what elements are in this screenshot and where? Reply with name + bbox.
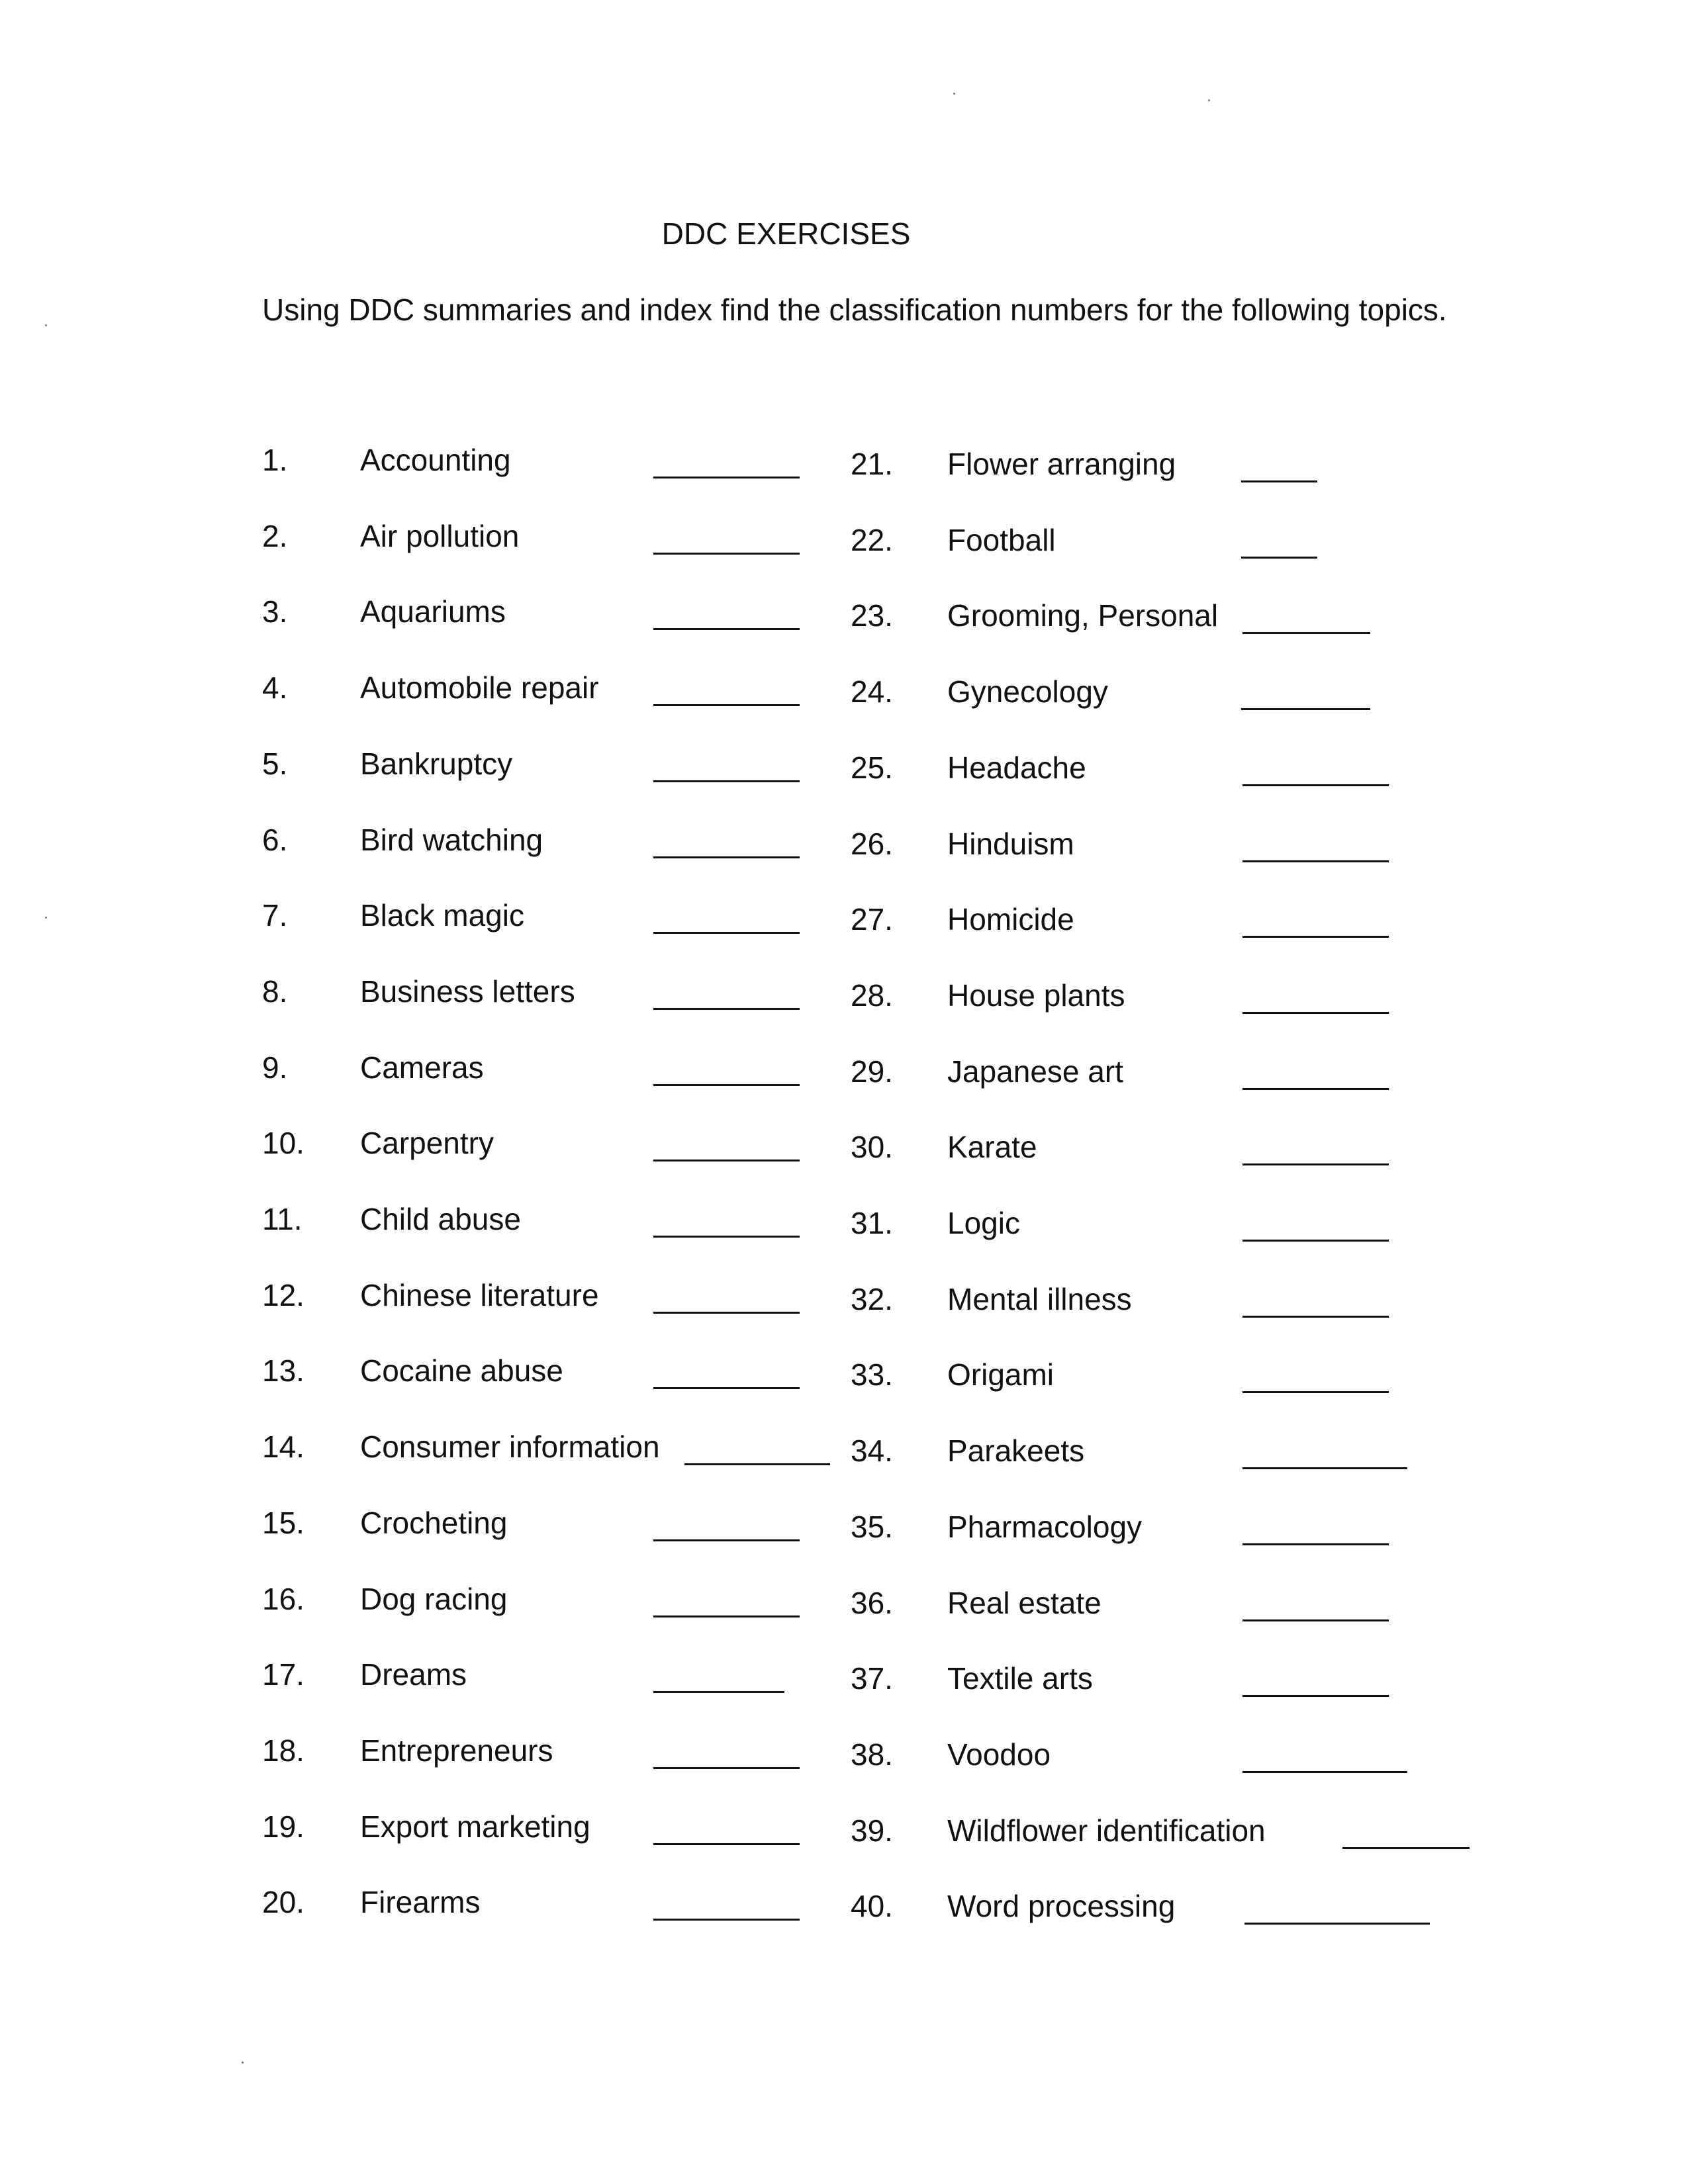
item-topic: Crocheting [360, 1505, 508, 1540]
answer-blank[interactable] [1243, 1163, 1389, 1165]
item-topic: Parakeets [947, 1433, 1085, 1469]
item-number: 39. [851, 1813, 893, 1848]
item-number: 28. [851, 978, 893, 1013]
item-topic: Grooming, Personal [947, 598, 1219, 633]
item-number: 9. [262, 1050, 288, 1085]
item-topic: Pharmacology [947, 1509, 1143, 1544]
answer-blank[interactable] [653, 1387, 800, 1389]
item-topic: Business letters [360, 974, 575, 1009]
instructions: Using DDC summaries and index find the classification numbers for the following topics. [262, 293, 1447, 327]
answer-blank[interactable] [653, 780, 800, 782]
item-topic: Origami [947, 1357, 1055, 1392]
scan-speck [953, 93, 955, 95]
answer-blank[interactable] [653, 1843, 800, 1845]
answer-blank[interactable] [1243, 936, 1389, 938]
item-topic: Gynecology [947, 674, 1108, 709]
item-number: 23. [851, 598, 893, 633]
item-topic: Football [947, 522, 1056, 557]
scan-speck [1208, 99, 1210, 101]
answer-blank[interactable] [1241, 480, 1317, 482]
item-topic: Flower arranging [947, 447, 1176, 481]
answer-blank[interactable] [653, 477, 800, 478]
page-title: DDC EXERCISES [661, 216, 911, 251]
answer-blank[interactable] [653, 1008, 800, 1010]
answer-blank[interactable] [1243, 860, 1389, 862]
answer-blank[interactable] [653, 932, 800, 934]
item-number: 22. [851, 522, 893, 557]
item-number: 38. [851, 1737, 893, 1772]
item-number: 33. [851, 1357, 893, 1392]
answer-blank[interactable] [1243, 1316, 1389, 1318]
item-topic: Textile arts [947, 1661, 1093, 1696]
item-number: 35. [851, 1509, 893, 1544]
item-number: 30. [851, 1130, 893, 1165]
item-number: 16. [262, 1581, 305, 1616]
item-topic: Headache [947, 750, 1086, 785]
item-topic: Cocaine abuse [360, 1353, 563, 1388]
answer-blank[interactable] [1243, 1240, 1389, 1242]
answer-blank[interactable] [684, 1463, 830, 1465]
answer-blank[interactable] [653, 1767, 800, 1769]
item-number: 17. [262, 1657, 305, 1692]
item-topic: Export marketing [360, 1809, 590, 1844]
scan-speck [242, 2062, 244, 2064]
answer-blank[interactable] [1241, 557, 1317, 559]
answer-blank[interactable] [653, 628, 800, 630]
item-number: 13. [262, 1353, 305, 1388]
answer-blank[interactable] [653, 1615, 800, 1617]
answer-blank[interactable] [653, 553, 800, 555]
item-topic: Air pollution [360, 518, 520, 553]
item-topic: Black magic [360, 898, 524, 933]
item-number: 6. [262, 822, 288, 857]
item-number: 3. [262, 594, 288, 629]
item-number: 27. [851, 902, 893, 937]
answer-blank[interactable] [1243, 1619, 1389, 1621]
answer-blank[interactable] [653, 1539, 800, 1541]
item-number: 1. [262, 443, 288, 477]
item-number: 26. [851, 826, 893, 861]
answer-blank[interactable] [1243, 784, 1389, 786]
item-number: 18. [262, 1733, 305, 1768]
item-topic: Bankruptcy [360, 746, 513, 781]
item-topic: Consumer information [360, 1430, 660, 1465]
item-topic: Bird watching [360, 822, 543, 857]
item-number: 37. [851, 1661, 893, 1696]
item-number: 24. [851, 674, 893, 709]
item-number: 29. [851, 1054, 893, 1089]
answer-blank[interactable] [1243, 1543, 1389, 1545]
answer-blank[interactable] [1243, 1391, 1389, 1393]
answer-blank[interactable] [1243, 632, 1370, 634]
item-topic: Aquariums [360, 594, 506, 629]
answer-blank[interactable] [1342, 1847, 1470, 1849]
item-topic: Mental illness [947, 1281, 1132, 1316]
item-topic: Child abuse [360, 1202, 521, 1236]
item-topic: Entrepreneurs [360, 1733, 553, 1768]
item-number: 36. [851, 1585, 893, 1620]
answer-blank[interactable] [653, 856, 800, 858]
answer-blank[interactable] [653, 1160, 800, 1161]
item-topic: Cameras [360, 1050, 484, 1085]
item-number: 8. [262, 974, 288, 1009]
answer-blank[interactable] [1241, 708, 1370, 710]
item-number: 25. [851, 750, 893, 785]
item-topic: Automobile repair [360, 670, 599, 705]
answer-blank[interactable] [653, 1312, 800, 1314]
item-topic: House plants [947, 978, 1125, 1013]
item-number: 4. [262, 670, 288, 705]
answer-blank[interactable] [1243, 1695, 1389, 1697]
item-number: 2. [262, 518, 288, 553]
item-topic: Real estate [947, 1585, 1102, 1620]
answer-blank[interactable] [1244, 1923, 1430, 1925]
item-topic: Hinduism [947, 826, 1074, 861]
item-topic: Accounting [360, 443, 511, 477]
item-topic: Dog racing [360, 1581, 508, 1616]
scan-speck [45, 324, 47, 326]
item-number: 19. [262, 1809, 305, 1844]
item-topic: Homicide [947, 902, 1074, 937]
item-number: 34. [851, 1433, 893, 1469]
item-number: 32. [851, 1281, 893, 1316]
answer-blank[interactable] [653, 1919, 800, 1921]
item-number: 5. [262, 746, 288, 781]
answer-blank[interactable] [1243, 1467, 1407, 1469]
item-topic: Japanese art [947, 1054, 1123, 1089]
answer-blank[interactable] [1243, 1771, 1407, 1773]
answer-blank[interactable] [653, 704, 800, 706]
item-topic: Wildflower identification [947, 1813, 1266, 1848]
item-topic: Carpentry [360, 1126, 494, 1161]
answer-blank[interactable] [653, 1084, 800, 1086]
item-number: 14. [262, 1430, 305, 1465]
item-number: 7. [262, 898, 288, 933]
item-number: 31. [851, 1206, 893, 1240]
item-topic: Word processing [947, 1889, 1176, 1924]
item-topic: Chinese literature [360, 1277, 599, 1312]
item-number: 10. [262, 1126, 305, 1161]
item-topic: Dreams [360, 1657, 467, 1692]
answer-blank[interactable] [1243, 1088, 1389, 1090]
item-number: 21. [851, 447, 893, 481]
answer-blank[interactable] [653, 1691, 784, 1693]
item-number: 15. [262, 1505, 305, 1540]
item-topic: Logic [947, 1206, 1020, 1240]
scan-speck [45, 917, 47, 919]
item-topic: Firearms [360, 1885, 481, 1920]
item-number: 11. [262, 1202, 303, 1236]
item-number: 12. [262, 1277, 305, 1312]
item-number: 20. [262, 1885, 305, 1920]
item-topic: Karate [947, 1130, 1037, 1165]
answer-blank[interactable] [1243, 1012, 1389, 1014]
answer-blank[interactable] [653, 1236, 800, 1238]
item-topic: Voodoo [947, 1737, 1051, 1772]
item-number: 40. [851, 1889, 893, 1924]
